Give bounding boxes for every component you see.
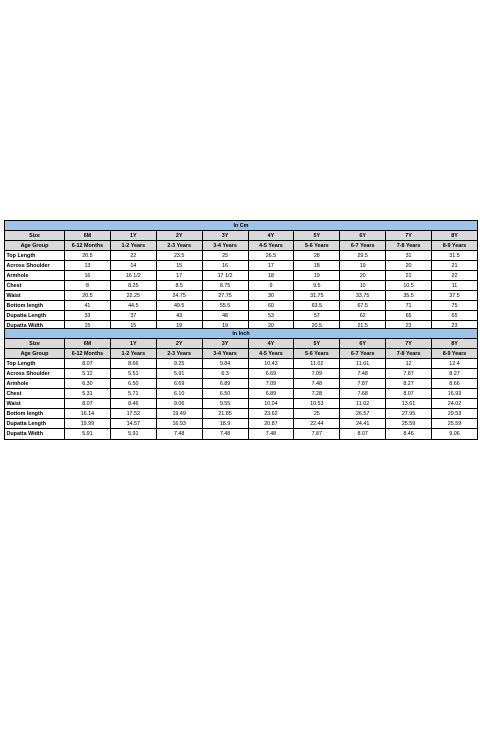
measurement-value: 24.02: [432, 399, 478, 409]
age-header: 6-12 Months: [65, 349, 111, 359]
age-group-label: Age Group: [5, 241, 65, 251]
measurement-label: Top Length: [5, 251, 65, 261]
measurement-value: 12.4: [432, 359, 478, 369]
size-header: 6M: [65, 339, 111, 349]
size-header: 5Y: [294, 231, 340, 241]
measurement-value: 8.07: [65, 399, 111, 409]
measurement-value: 55.5: [202, 301, 248, 311]
measurement-value: 20.5: [65, 291, 111, 301]
measurement-value: 29.5: [340, 251, 386, 261]
measurement-value: 27.75: [202, 291, 248, 301]
size-header: 4Y: [248, 339, 294, 349]
size-header: 3Y: [202, 339, 248, 349]
measurement-value: 16.93: [156, 419, 202, 429]
size-header: 7Y: [386, 231, 432, 241]
size-header: 6Y: [340, 231, 386, 241]
measurement-value: 10: [340, 281, 386, 291]
measurement-value: 13.61: [386, 399, 432, 409]
measurement-value: 21.85: [202, 409, 248, 419]
size-header: 8Y: [432, 339, 478, 349]
measurement-value: 7.09: [248, 379, 294, 389]
measurement-value: 7.09: [294, 369, 340, 379]
measurement-value: 9.06: [156, 399, 202, 409]
age-header: 4-5 Years: [248, 349, 294, 359]
measurement-value: 20: [248, 321, 294, 331]
measurement-value: 8.07: [386, 389, 432, 399]
inch-age-row: [5, 349, 478, 359]
table-row: [5, 419, 478, 429]
measurement-value: 5.91: [65, 429, 111, 439]
inch-title-row: [5, 329, 478, 339]
measurement-value: 22: [110, 251, 156, 261]
measurement-label: Bottom length: [5, 409, 65, 419]
age-header: 7-8 Years: [386, 349, 432, 359]
size-header: 2Y: [156, 231, 202, 241]
table-row: [5, 281, 478, 291]
measurement-value: 23: [432, 321, 478, 331]
age-header: 4-5 Years: [248, 241, 294, 251]
measurement-value: 8.25: [110, 281, 156, 291]
table-row: [5, 271, 478, 281]
measurement-value: 7.48: [202, 429, 248, 439]
age-header: 1-2 Years: [110, 241, 156, 251]
measurement-value: 27.95: [386, 409, 432, 419]
measurement-value: 7.28: [294, 389, 340, 399]
measurement-value: 8.27: [386, 379, 432, 389]
age-header: 6-7 Years: [340, 241, 386, 251]
age-group-label: Age Group: [5, 349, 65, 359]
measurement-label: Bottom length: [5, 301, 65, 311]
measurement-value: 37.5: [432, 291, 478, 301]
measurement-value: 6.3: [202, 369, 248, 379]
age-header: 2-3 Years: [156, 349, 202, 359]
measurement-value: 14: [110, 261, 156, 271]
size-header: 1Y: [110, 231, 156, 241]
size-header: 8Y: [432, 231, 478, 241]
measurement-value: 7.48: [156, 429, 202, 439]
size-label: Size: [5, 339, 65, 349]
measurement-label: Chest: [5, 281, 65, 291]
measurement-value: 8.66: [432, 379, 478, 389]
measurement-value: 25: [294, 409, 340, 419]
measurement-value: 5.91: [156, 369, 202, 379]
measurement-value: 10.04: [248, 399, 294, 409]
table-row: [5, 429, 478, 439]
measurement-value: 9.5: [294, 281, 340, 291]
measurement-value: 9.55: [202, 399, 248, 409]
measurement-label: Waist: [5, 291, 65, 301]
measurement-value: 41: [65, 301, 111, 311]
age-header: 1-2 Years: [110, 349, 156, 359]
measurement-value: 6.69: [248, 369, 294, 379]
measurement-value: 6.50: [110, 379, 156, 389]
measurement-value: 11.02: [294, 359, 340, 369]
measurement-label: Dupatta Length: [5, 419, 65, 429]
cm-table-title: In Cm: [5, 221, 478, 231]
measurement-value: 26.57: [340, 409, 386, 419]
measurement-value: 10.5: [386, 281, 432, 291]
measurement-value: 13: [65, 261, 111, 271]
measurement-value: 5.31: [65, 389, 111, 399]
measurement-value: 25: [202, 251, 248, 261]
measurement-value: 67.5: [340, 301, 386, 311]
measurement-value: 18.9: [202, 419, 248, 429]
measurement-value: 10.53: [294, 399, 340, 409]
measurement-value: 5.12: [65, 369, 111, 379]
table-row: [5, 311, 478, 321]
measurement-value: 8.66: [110, 359, 156, 369]
measurement-value: 8: [65, 281, 111, 291]
measurement-value: 16: [202, 261, 248, 271]
measurement-value: 21.5: [340, 321, 386, 331]
measurement-value: 31: [386, 251, 432, 261]
measurement-value: 71: [386, 301, 432, 311]
measurement-value: 23.62: [248, 409, 294, 419]
age-header: 2-3 Years: [156, 241, 202, 251]
size-header: 3Y: [202, 231, 248, 241]
age-header: 8-9 Years: [432, 241, 478, 251]
table-row: [5, 301, 478, 311]
measurement-value: 25.59: [386, 419, 432, 429]
measurement-value: 26.5: [248, 251, 294, 261]
measurement-value: 30: [248, 291, 294, 301]
measurement-value: 7.87: [386, 369, 432, 379]
measurement-label: Across Shoulder: [5, 369, 65, 379]
measurement-value: 33: [65, 311, 111, 321]
measurement-value: 6.89: [202, 379, 248, 389]
measurement-label: Top Length: [5, 359, 65, 369]
measurement-value: 6.69: [156, 379, 202, 389]
measurement-value: 20.87: [248, 419, 294, 429]
measurement-value: 22.25: [110, 291, 156, 301]
measurement-value: 44.5: [110, 301, 156, 311]
table-row: [5, 389, 478, 399]
size-label: Size: [5, 231, 65, 241]
measurement-value: 7.48: [340, 369, 386, 379]
size-header: 4Y: [248, 231, 294, 241]
table-row: [5, 399, 478, 409]
measurement-value: 18: [248, 271, 294, 281]
measurement-label: Armhole: [5, 379, 65, 389]
measurement-value: 49.5: [156, 301, 202, 311]
measurement-value: 17.52: [110, 409, 156, 419]
measurement-value: 60: [248, 301, 294, 311]
measurement-value: 20: [386, 261, 432, 271]
measurement-value: 20: [340, 271, 386, 281]
measurement-value: 22: [432, 271, 478, 281]
size-header: 2Y: [156, 339, 202, 349]
measurement-value: 7.87: [294, 429, 340, 439]
measurement-value: 20.5: [65, 251, 111, 261]
measurement-value: 33.75: [340, 291, 386, 301]
table-row: [5, 409, 478, 419]
measurement-value: 63.5: [294, 301, 340, 311]
measurement-value: 24.41: [340, 419, 386, 429]
cm-age-row: [5, 241, 478, 251]
measurement-value: 16: [65, 271, 111, 281]
measurement-value: 11.02: [340, 399, 386, 409]
cm-size-row: [5, 231, 478, 241]
measurement-value: 65: [432, 311, 478, 321]
measurement-value: 62: [340, 311, 386, 321]
measurement-value: 48: [202, 311, 248, 321]
cm-title-row: [5, 221, 478, 231]
size-chart-inch-table: [4, 328, 478, 440]
measurement-label: Waist: [5, 399, 65, 409]
measurement-value: 8.46: [386, 429, 432, 439]
size-header: 5Y: [294, 339, 340, 349]
measurement-value: 10.43: [248, 359, 294, 369]
measurement-value: 24.75: [156, 291, 202, 301]
measurement-value: 11.61: [340, 359, 386, 369]
age-header: 6-7 Years: [340, 349, 386, 359]
measurement-value: 17 1/2: [202, 271, 248, 281]
measurement-value: 5.71: [110, 389, 156, 399]
size-header: 1Y: [110, 339, 156, 349]
measurement-value: 6.30: [65, 379, 111, 389]
size-chart-cm-table: [4, 220, 478, 332]
measurement-value: 75: [432, 301, 478, 311]
inch-table-title: In Inch: [5, 329, 478, 339]
inch-size-row: [5, 339, 478, 349]
measurement-value: 29.53: [432, 409, 478, 419]
measurement-value: 53: [248, 311, 294, 321]
table-row: [5, 261, 478, 271]
measurement-value: 11: [432, 281, 478, 291]
measurement-value: 16.93: [432, 389, 478, 399]
measurement-value: 9.06: [432, 429, 478, 439]
measurement-value: 6.50: [202, 389, 248, 399]
measurement-label: Dupatta Length: [5, 311, 65, 321]
table-row: [5, 379, 478, 389]
measurement-value: 35.5: [386, 291, 432, 301]
age-header: 5-6 Years: [294, 349, 340, 359]
measurement-value: 21: [386, 271, 432, 281]
size-header: 6Y: [340, 339, 386, 349]
measurement-value: 9.25: [156, 359, 202, 369]
measurement-value: 19.49: [156, 409, 202, 419]
table-row: [5, 359, 478, 369]
measurement-value: 6.10: [156, 389, 202, 399]
measurement-value: 9.84: [202, 359, 248, 369]
measurement-value: 7.87: [340, 379, 386, 389]
age-header: 5-6 Years: [294, 241, 340, 251]
measurement-value: 23.5: [156, 251, 202, 261]
measurement-value: 16 1/2: [110, 271, 156, 281]
measurement-value: 31.75: [294, 291, 340, 301]
measurement-value: 25.59: [432, 419, 478, 429]
measurement-value: 7.68: [340, 389, 386, 399]
measurement-value: 17: [248, 261, 294, 271]
measurement-value: 8.46: [110, 399, 156, 409]
measurement-value: 7.48: [248, 429, 294, 439]
measurement-value: 57: [294, 311, 340, 321]
measurement-value: 6.89: [248, 389, 294, 399]
measurement-value: 8.75: [202, 281, 248, 291]
measurement-value: 65: [386, 311, 432, 321]
measurement-value: 28: [294, 251, 340, 261]
measurement-value: 8.07: [340, 429, 386, 439]
measurement-value: 22.44: [294, 419, 340, 429]
measurement-value: 8.07: [65, 359, 111, 369]
measurement-value: 31.5: [432, 251, 478, 261]
measurement-value: 5.91: [110, 429, 156, 439]
measurement-value: 20.5: [294, 321, 340, 331]
table-row: [5, 369, 478, 379]
measurement-value: 9: [248, 281, 294, 291]
measurement-value: 7.48: [294, 379, 340, 389]
age-header: 8-9 Years: [432, 349, 478, 359]
measurement-value: 5.51: [110, 369, 156, 379]
age-header: 6-12 Months: [65, 241, 111, 251]
table-row: [5, 291, 478, 301]
measurement-value: 15: [156, 261, 202, 271]
measurement-value: 19: [294, 271, 340, 281]
size-header: 7Y: [386, 339, 432, 349]
measurement-value: 17: [156, 271, 202, 281]
measurement-value: 8.27: [432, 369, 478, 379]
measurement-label: Dupatta Width: [5, 429, 65, 439]
age-header: 3-4 Years: [202, 241, 248, 251]
measurement-value: 23: [386, 321, 432, 331]
measurement-value: 19: [340, 261, 386, 271]
measurement-value: 37: [110, 311, 156, 321]
measurement-value: 21: [432, 261, 478, 271]
measurement-value: 43: [156, 311, 202, 321]
age-header: 7-8 Years: [386, 241, 432, 251]
measurement-label: Armhole: [5, 271, 65, 281]
measurement-value: 15: [110, 321, 156, 331]
measurement-label: Across Shoulder: [5, 261, 65, 271]
measurement-value: 8.5: [156, 281, 202, 291]
measurement-value: 14.57: [110, 419, 156, 429]
measurement-value: 18: [294, 261, 340, 271]
table-row: [5, 251, 478, 261]
age-header: 3-4 Years: [202, 349, 248, 359]
measurement-value: 12: [386, 359, 432, 369]
measurement-label: Chest: [5, 389, 65, 399]
measurement-value: 16.14: [65, 409, 111, 419]
measurement-value: 19: [202, 321, 248, 331]
measurement-value: 19.99: [65, 419, 111, 429]
measurement-label: Dupatta Width: [5, 321, 65, 331]
measurement-value: 19: [156, 321, 202, 331]
measurement-value: 15: [65, 321, 111, 331]
size-header: 6M: [65, 231, 111, 241]
